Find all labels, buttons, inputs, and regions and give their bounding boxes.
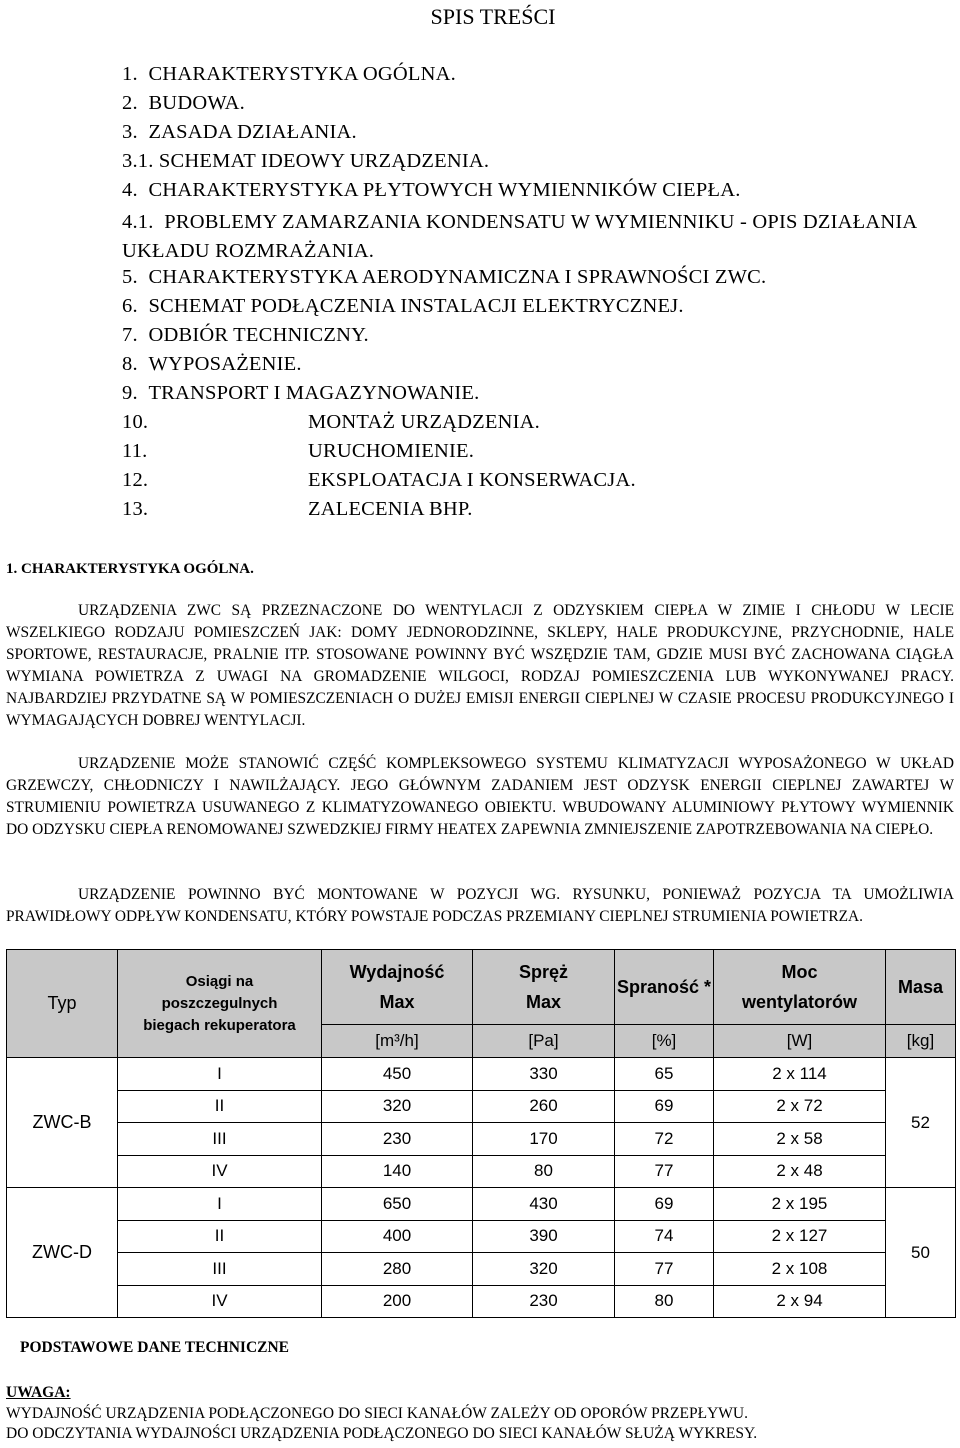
table-row (7, 1058, 956, 1091)
masa-cell: 52 (886, 1058, 956, 1188)
toc-item[interactable]: 9. TRANSPORT I MAGAZYNOWANIE. (122, 382, 480, 404)
spreze-cell: 330 (473, 1058, 615, 1091)
paragraph: URZĄDZENIE MOŻE STANOWIĆ CZĘŚĆ KOMPLEKSOWEGO SYSTEMU KLIMATYZACJI WYPOSAŻONEGO W UKŁAD GRZEWCZY, CHŁODNICZY I NAWILŻAJĄCY. JEGO GŁÓWNYM ZADANIEM JEST ODZYSK ENERGII CIEPLNEJ ZAWARTEJ W STRUMIENIU POWIETRZA USUWANEGO Z KLIMATYZOWANEGO OBIEKTU. WBUDOWANY ALUMINIOWY PŁYTOWY WYMIENNIK DO ODZYSKU CIEPŁA RENOMOWANEJ SZWEDZKIEJ FIRMY HEATEX ZAPEWNIA ZMNIEJSZENIE ZAPOTRZEBOWANIA NA CIEPŁO. (6, 755, 954, 838)
bieg-cell: II (118, 1220, 322, 1253)
toc-item[interactable]: 11. URUCHOMIENIE. (122, 440, 475, 462)
moc-cell: 2 x 127 (714, 1220, 886, 1253)
spreze-cell: 230 (473, 1285, 615, 1318)
toc-item[interactable]: 2. BUDOWA. (122, 92, 245, 114)
spreze-cell: 170 (473, 1123, 615, 1156)
paragraph: URZĄDZENIA ZWC SĄ PRZEZNACZONE DO WENTYLACJI Z ODZYSKIEM CIEPŁA W ZIMIE I CHŁODU W LECIE WSZELKIEGO RODZAJU POMIESZCZEŃ JAK: DOMY JEDNORODZINNE, SKLEPY, HALE PRODUKCYJNE, PRZYCHODNIE, HALE SPORTOWE, RESTAURACJE, PRALNIE ITP. STOSOWANE POWINNY BYĆ WSZĘDZIE TAM, GDZIE MUSI BYĆ ZACHOWANA CIĄGŁA WYMIANA POWIETRZA Z UWAGI NA GROMADZENIE WILGOCI, RODZAJ POMIESZCZENIA LUB WYKONYWANEJ PRACY. NAJBARDZIEJ PRZYDATNE SĄ W POMIESZCZENIACH O DUŻEJ EMISJI ENERGII CIEPLNEJ W CZASIE PROCESU PRODUKCYJNEGO I WYMAGAJĄCYCH DOBREJ WENTYLACJI. (6, 602, 954, 729)
page-title: SPIS TREŚCI (430, 4, 556, 29)
type-cell: ZWC-B (7, 1058, 118, 1188)
table-row (7, 1188, 956, 1221)
moc-cell: 2 x 58 (714, 1123, 886, 1156)
wydajnosc-cell: 280 (322, 1253, 473, 1286)
unit-masa: [kg] (886, 1025, 956, 1058)
toc-item[interactable]: 12. EKSPLOATACJA I KONSERWACJA. (122, 469, 636, 491)
header-typ: Typ (7, 950, 118, 1058)
moc-cell: 2 x 94 (714, 1285, 886, 1318)
header-moc: Moc wentylatorów (714, 950, 886, 1025)
table-row (7, 1285, 956, 1318)
unit-wydajnosc: [m³/h] (322, 1025, 473, 1058)
bieg-cell: I (118, 1188, 322, 1221)
technical-data-table (6, 949, 956, 1318)
moc-cell: 2 x 114 (714, 1058, 886, 1091)
wydajnosc-cell: 140 (322, 1155, 473, 1188)
header-osiagi: Osiągi na poszczegulnych biegach rekuperatora (118, 950, 322, 1058)
moc-cell: 2 x 108 (714, 1253, 886, 1286)
masa-cell: 50 (886, 1188, 956, 1318)
bieg-cell: III (118, 1253, 322, 1286)
spreze-cell: 390 (473, 1220, 615, 1253)
spreze-cell: 260 (473, 1090, 615, 1123)
bieg-cell: II (118, 1090, 322, 1123)
toc-item[interactable]: 7. ODBIÓR TECHNICZNY. (122, 324, 369, 346)
table-row (7, 1155, 956, 1188)
note-label: UWAGA: (6, 1384, 71, 1401)
spranosc-cell: 65 (615, 1058, 714, 1091)
wydajnosc-cell: 230 (322, 1123, 473, 1156)
toc-item[interactable]: 3.1. SCHEMAT IDEOWY URZĄDZENIA. (122, 150, 490, 172)
bieg-cell: IV (118, 1285, 322, 1318)
toc-item[interactable]: 8. WYPOSAŻENIE. (122, 353, 302, 375)
header-spreze: Spręż Max (473, 950, 615, 1025)
spranosc-cell: 69 (615, 1090, 714, 1123)
bieg-cell: I (118, 1058, 322, 1091)
toc-item[interactable]: 5. CHARAKTERYSTYKA AERODYNAMICZNA I SPRAWNOŚCI ZWC. (122, 266, 767, 288)
toc-item[interactable]: 1. CHARAKTERYSTYKA OGÓLNA. (122, 63, 456, 85)
header-spranosc: Spraność * (615, 950, 714, 1025)
toc-item[interactable]: 10. MONTAŻ URZĄDZENIA. (122, 411, 540, 433)
section-heading: 1. CHARAKTERYSTYKA OGÓLNA. (6, 561, 254, 577)
wydajnosc-cell: 400 (322, 1220, 473, 1253)
toc-item[interactable]: 6. SCHEMAT PODŁĄCZENIA INSTALACJI ELEKTRYCZNEJ. (122, 295, 684, 317)
unit-moc: [W] (714, 1025, 886, 1058)
moc-cell: 2 x 48 (714, 1155, 886, 1188)
table-row (7, 1220, 956, 1253)
bieg-cell: III (118, 1123, 322, 1156)
spranosc-cell: 77 (615, 1253, 714, 1286)
unit-spranosc: [%] (615, 1025, 714, 1058)
spranosc-cell: 77 (615, 1155, 714, 1188)
toc-item[interactable]: 13. ZALECENIA BHP. (122, 498, 473, 520)
type-cell: ZWC-D (7, 1188, 118, 1318)
wydajnosc-cell: 650 (322, 1188, 473, 1221)
unit-spreze: [Pa] (473, 1025, 615, 1058)
spranosc-cell: 74 (615, 1220, 714, 1253)
header-masa: Masa (886, 950, 956, 1025)
moc-cell: 2 x 72 (714, 1090, 886, 1123)
note-line: DO ODCZYTANIA WYDAJNOŚCI URZĄDZENIA PODŁĄCZONEGO DO SIECI KANAŁÓW SŁUŻĄ WYKRESY. (6, 1425, 758, 1442)
toc-item[interactable]: 3. ZASADA DZIAŁANIA. (122, 121, 357, 143)
wydajnosc-cell: 320 (322, 1090, 473, 1123)
note-line: WYDAJNOŚĆ URZĄDZENIA PODŁĄCZONEGO DO SIECI KANAŁÓW ZALEŻY OD OPORÓW PRZEPŁYWU. (6, 1405, 748, 1422)
spreze-cell: 430 (473, 1188, 615, 1221)
bieg-cell: IV (118, 1155, 322, 1188)
toc-item[interactable]: 4.1. PROBLEMY ZAMARZANIA KONDENSATU W WYMIENNIKU - OPIS DZIAŁANIA UKŁADU ROZMRAŻANIA. (122, 211, 917, 262)
moc-cell: 2 x 195 (714, 1188, 886, 1221)
spreze-cell: 80 (473, 1155, 615, 1188)
spranosc-cell: 80 (615, 1285, 714, 1318)
spranosc-cell: 72 (615, 1123, 714, 1156)
header-wydajnosc: Wydajność Max (322, 950, 473, 1025)
table-row (7, 1090, 956, 1123)
wydajnosc-cell: 450 (322, 1058, 473, 1091)
paragraph: URZĄDZENIE POWINNO BYĆ MONTOWANE W POZYCJI WG. RYSUNKU, PONIEWAŻ POZYCJA TA UMOŻLIWIA PRAWIDŁOWY ODPŁYW KONDENSATU, KTÓRY POWSTAJE PODCZAS PRZEMIANY CIEPLNEJ STRUMIENIA POWIETRZA. (6, 886, 954, 925)
toc-item[interactable]: 4. CHARAKTERYSTYKA PŁYTOWYCH WYMIENNIKÓW CIEPŁA. (122, 179, 741, 201)
table-row (7, 1123, 956, 1156)
wydajnosc-cell: 200 (322, 1285, 473, 1318)
spranosc-cell: 69 (615, 1188, 714, 1221)
table-row (7, 1253, 956, 1286)
spreze-cell: 320 (473, 1253, 615, 1286)
table-caption: PODSTAWOWE DANE TECHNICZNE (20, 1339, 290, 1356)
